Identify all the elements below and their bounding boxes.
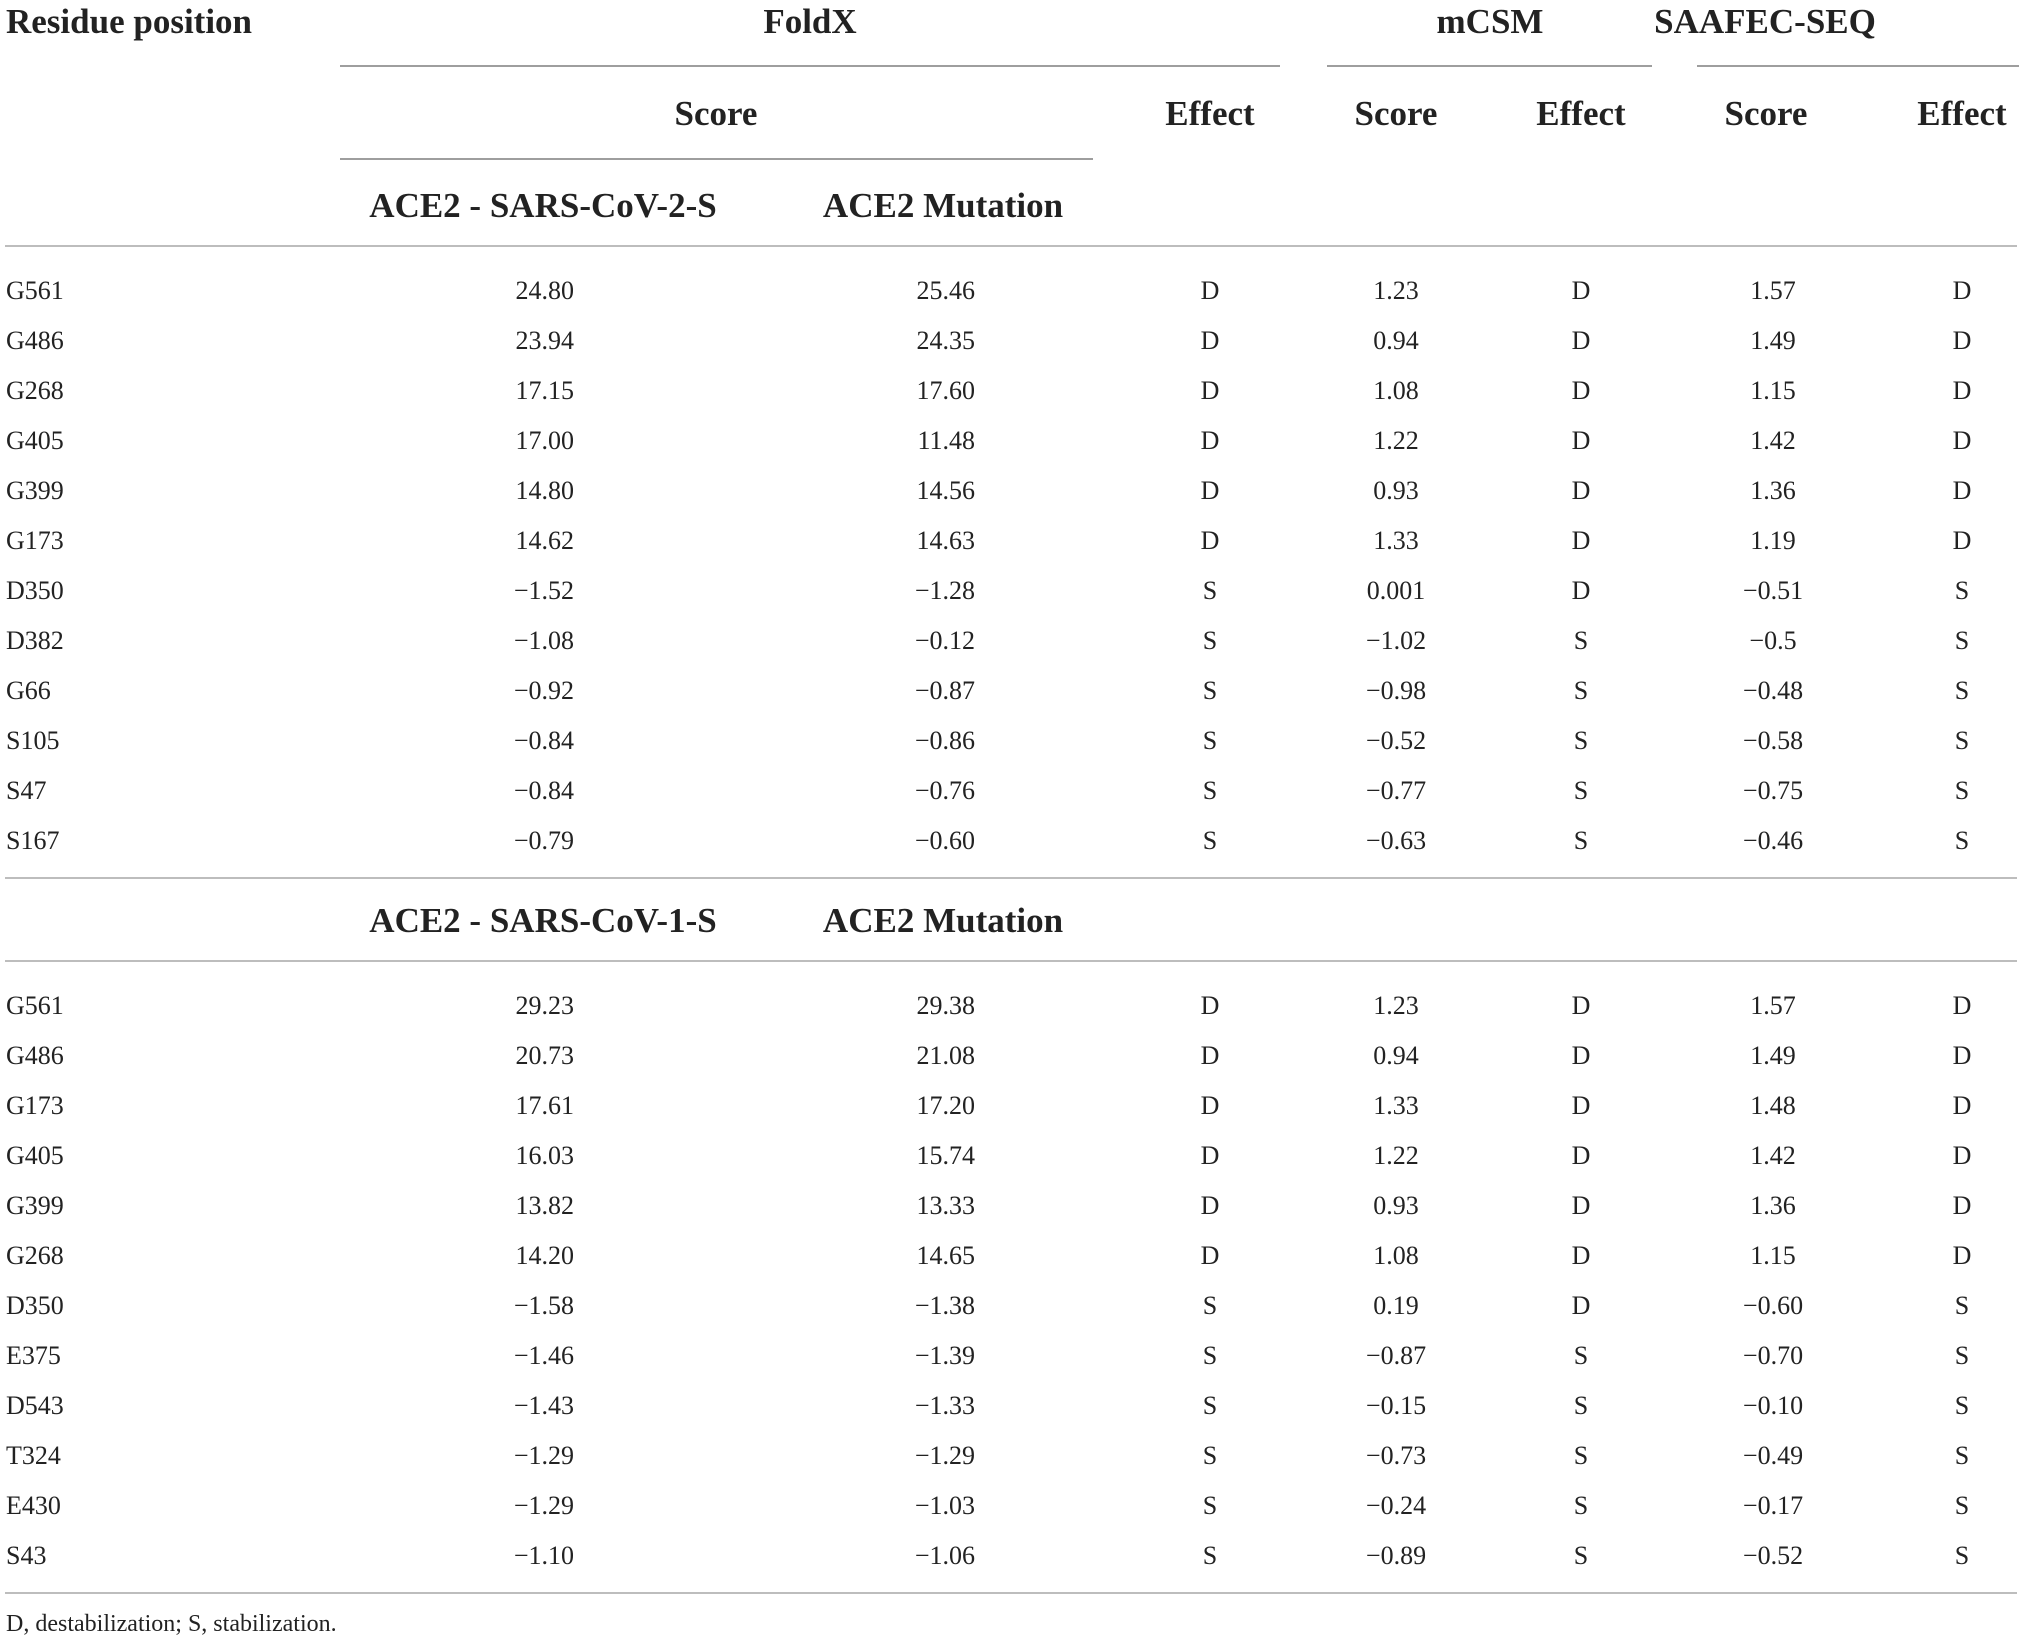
cell-foldx-score-a: 23.94 [515, 326, 574, 355]
header-foldx-score: Score [674, 94, 758, 133]
cell-saafec-effect: S [1954, 826, 1970, 855]
cell-residue: G173 [6, 526, 64, 555]
cell-mcsm-effect: D [1571, 426, 1591, 455]
cell-saafec-effect: D [1952, 1141, 1972, 1170]
cell-foldx-effect: D [1200, 426, 1220, 455]
cell-foldx-score-a: −1.46 [513, 1341, 574, 1370]
cell-saafec-score: 1.57 [1750, 276, 1796, 305]
cell-residue: G268 [6, 376, 64, 405]
cell-mcsm-score: −0.87 [1365, 1341, 1427, 1370]
cell-saafec-score: −0.51 [1742, 576, 1804, 605]
cell-foldx-score-b: −1.39 [914, 1341, 975, 1370]
cell-mcsm-effect: D [1571, 376, 1591, 405]
section-divider [5, 877, 2017, 879]
foldx-underline [340, 65, 1280, 67]
cell-foldx-effect: D [1200, 376, 1220, 405]
cell-saafec-effect: S [1954, 1541, 1970, 1570]
cell-foldx-effect: D [1200, 1241, 1220, 1270]
cell-mcsm-effect: D [1571, 991, 1591, 1020]
cell-mcsm-score: 1.33 [1373, 1091, 1419, 1120]
cell-foldx-score-b: −0.87 [914, 676, 975, 705]
cell-mcsm-score: −0.98 [1365, 676, 1427, 705]
cell-foldx-score-a: 14.80 [515, 476, 574, 505]
cell-foldx-score-b: −1.03 [914, 1491, 975, 1520]
cell-mcsm-effect: D [1571, 1191, 1591, 1220]
cell-saafec-score: 1.15 [1750, 1241, 1796, 1270]
cell-foldx-score-a: 17.61 [515, 1091, 574, 1120]
cell-foldx-effect: S [1202, 1541, 1218, 1570]
cell-foldx-effect: S [1202, 1491, 1218, 1520]
score-underline [340, 158, 1093, 160]
cell-mcsm-effect: D [1571, 476, 1591, 505]
cell-saafec-score: −0.52 [1742, 1541, 1804, 1570]
cell-foldx-effect: S [1202, 1341, 1218, 1370]
cell-mcsm-score: −0.15 [1365, 1391, 1427, 1420]
cell-residue: G268 [6, 1241, 64, 1270]
cell-foldx-score-a: 17.15 [515, 376, 574, 405]
cell-mcsm-score: 1.22 [1373, 426, 1419, 455]
cell-saafec-effect: D [1952, 1091, 1972, 1120]
cell-saafec-effect: S [1954, 676, 1970, 705]
cell-saafec-effect: S [1954, 726, 1970, 755]
header-mcsm-score: Score [1354, 94, 1438, 133]
cell-foldx-score-b: 17.60 [916, 376, 975, 405]
cell-mcsm-score: 0.93 [1373, 1191, 1419, 1220]
cell-foldx-score-b: −1.28 [914, 576, 975, 605]
cell-saafec-effect: D [1952, 376, 1972, 405]
header-mcsm: mCSM [1436, 2, 1544, 41]
cell-foldx-score-b: 25.46 [916, 276, 975, 305]
cell-saafec-effect: S [1954, 1341, 1970, 1370]
cell-foldx-score-a: −1.52 [513, 576, 574, 605]
cell-mcsm-score: −0.52 [1365, 726, 1427, 755]
cell-foldx-score-b: −0.60 [914, 826, 975, 855]
table-bottom-rule [5, 1592, 2017, 1594]
cell-saafec-score: −0.70 [1742, 1341, 1804, 1370]
cell-mcsm-effect: S [1573, 1491, 1589, 1520]
header-saafec-score: Score [1724, 94, 1808, 133]
cell-foldx-score-b: −1.29 [914, 1441, 975, 1470]
cell-foldx-score-a: 14.62 [515, 526, 574, 555]
cell-foldx-score-b: 24.35 [916, 326, 975, 355]
cell-residue: D350 [6, 576, 64, 605]
cell-foldx-score-a: −1.29 [513, 1441, 574, 1470]
cell-saafec-score: 1.36 [1750, 1191, 1796, 1220]
cell-foldx-score-b: 14.63 [916, 526, 975, 555]
cell-saafec-effect: S [1954, 576, 1970, 605]
cell-saafec-score: −0.46 [1742, 826, 1804, 855]
cell-foldx-score-a: 13.82 [515, 1191, 574, 1220]
cell-foldx-score-a: −1.58 [513, 1291, 574, 1320]
section1-col-b: ACE2 Mutation [822, 186, 1064, 225]
cell-saafec-effect: D [1952, 476, 1972, 505]
cell-residue: E430 [6, 1491, 61, 1520]
cell-foldx-score-a: 29.23 [515, 991, 574, 1020]
cell-residue: S43 [6, 1541, 47, 1570]
cell-foldx-effect: S [1202, 576, 1218, 605]
cell-saafec-effect: S [1954, 1391, 1970, 1420]
cell-residue: G405 [6, 1141, 64, 1170]
header-foldx: FoldX [763, 2, 857, 41]
cell-mcsm-score: 0.001 [1366, 576, 1426, 605]
cell-mcsm-effect: D [1571, 1241, 1591, 1270]
section2-rule [5, 960, 2017, 962]
cell-mcsm-effect: S [1573, 626, 1589, 655]
cell-foldx-effect: D [1200, 526, 1220, 555]
cell-foldx-effect: S [1202, 626, 1218, 655]
cell-mcsm-effect: D [1571, 1291, 1591, 1320]
cell-residue: G66 [6, 676, 51, 705]
cell-foldx-score-b: 11.48 [917, 426, 975, 455]
cell-residue: G486 [6, 1041, 64, 1070]
cell-saafec-score: 1.42 [1750, 426, 1796, 455]
cell-mcsm-effect: D [1571, 526, 1591, 555]
header-foldx-effect: Effect [1165, 94, 1255, 133]
cell-mcsm-effect: S [1573, 676, 1589, 705]
cell-foldx-score-a: 17.00 [515, 426, 574, 455]
cell-residue: G561 [6, 276, 64, 305]
cell-foldx-score-b: 15.74 [916, 1141, 975, 1170]
cell-saafec-effect: S [1954, 1291, 1970, 1320]
cell-residue: S47 [6, 776, 47, 805]
cell-mcsm-score: −0.24 [1365, 1491, 1427, 1520]
cell-saafec-score: 1.42 [1750, 1141, 1796, 1170]
cell-mcsm-score: −0.73 [1365, 1441, 1427, 1470]
section1-col-a: ACE2 - SARS-CoV-2-S [369, 186, 717, 225]
cell-residue: S167 [6, 826, 60, 855]
cell-foldx-score-b: 13.33 [916, 1191, 975, 1220]
cell-foldx-effect: S [1202, 1441, 1218, 1470]
cell-residue: G173 [6, 1091, 64, 1120]
cell-saafec-score: −0.17 [1742, 1491, 1804, 1520]
cell-foldx-score-b: −1.06 [914, 1541, 975, 1570]
cell-saafec-score: −0.5 [1749, 626, 1797, 655]
cell-mcsm-score: −0.63 [1365, 826, 1427, 855]
cell-mcsm-effect: S [1573, 1391, 1589, 1420]
cell-saafec-effect: S [1954, 1491, 1970, 1520]
cell-foldx-effect: S [1202, 726, 1218, 755]
cell-residue: S105 [6, 726, 60, 755]
cell-mcsm-effect: D [1571, 326, 1591, 355]
cell-saafec-score: −0.48 [1742, 676, 1804, 705]
cell-foldx-effect: D [1200, 276, 1220, 305]
cell-foldx-score-a: 24.80 [515, 276, 574, 305]
cell-saafec-score: 1.19 [1750, 526, 1796, 555]
cell-foldx-score-a: −0.84 [513, 776, 574, 805]
cell-foldx-score-a: −0.79 [513, 826, 574, 855]
cell-foldx-score-a: −1.43 [513, 1391, 574, 1420]
cell-saafec-score: 1.48 [1750, 1091, 1796, 1120]
cell-residue: G399 [6, 476, 64, 505]
cell-residue: E375 [6, 1341, 61, 1370]
cell-saafec-effect: D [1952, 326, 1972, 355]
header-residue-position: Residue position [6, 2, 253, 41]
cell-residue: D543 [6, 1391, 64, 1420]
header-saafec-seq: SAAFEC-SEQ [1654, 2, 1876, 41]
cell-mcsm-score: 0.94 [1373, 1041, 1419, 1070]
cell-mcsm-effect: S [1573, 826, 1589, 855]
cell-mcsm-effect: D [1571, 1141, 1591, 1170]
cell-mcsm-score: −0.89 [1365, 1541, 1427, 1570]
cell-mcsm-score: 1.22 [1373, 1141, 1419, 1170]
cell-foldx-effect: S [1202, 826, 1218, 855]
cell-foldx-score-b: −0.86 [914, 726, 975, 755]
cell-saafec-effect: S [1954, 626, 1970, 655]
cell-residue: D350 [6, 1291, 64, 1320]
cell-foldx-effect: D [1200, 1191, 1220, 1220]
cell-mcsm-effect: S [1573, 726, 1589, 755]
cell-foldx-score-b: 21.08 [916, 1041, 975, 1070]
cell-mcsm-score: 1.23 [1373, 991, 1419, 1020]
cell-foldx-score-a: −1.10 [513, 1541, 574, 1570]
cell-saafec-score: −0.58 [1742, 726, 1804, 755]
cell-foldx-effect: S [1202, 1291, 1218, 1320]
cell-residue: T324 [6, 1441, 61, 1470]
cell-saafec-effect: D [1952, 991, 1972, 1020]
cell-saafec-score: 1.49 [1750, 1041, 1796, 1070]
cell-saafec-effect: D [1952, 526, 1972, 555]
cell-mcsm-effect: D [1571, 576, 1591, 605]
cell-foldx-effect: D [1200, 326, 1220, 355]
cell-mcsm-effect: S [1573, 776, 1589, 805]
section1-rule [5, 245, 2017, 247]
cell-mcsm-score: 0.19 [1373, 1291, 1419, 1320]
cell-foldx-score-a: −0.84 [513, 726, 574, 755]
cell-mcsm-effect: D [1571, 1091, 1591, 1120]
cell-foldx-score-a: −1.08 [513, 626, 574, 655]
cell-mcsm-effect: S [1573, 1441, 1589, 1470]
cell-foldx-score-a: 16.03 [515, 1141, 574, 1170]
cell-mcsm-effect: S [1573, 1541, 1589, 1570]
cell-saafec-score: −0.75 [1742, 776, 1804, 805]
cell-saafec-effect: D [1952, 426, 1972, 455]
cell-foldx-score-b: 14.56 [916, 476, 975, 505]
cell-saafec-effect: S [1954, 1441, 1970, 1470]
cell-foldx-effect: D [1200, 1041, 1220, 1070]
cell-mcsm-score: 0.94 [1373, 326, 1419, 355]
cell-foldx-score-b: 29.38 [916, 991, 975, 1020]
cell-foldx-effect: D [1200, 991, 1220, 1020]
cell-foldx-effect: D [1200, 1091, 1220, 1120]
cell-foldx-effect: S [1202, 1391, 1218, 1420]
cell-foldx-effect: D [1200, 1141, 1220, 1170]
mcsm-underline [1327, 65, 1652, 67]
cell-foldx-score-a: −0.92 [513, 676, 574, 705]
section2-col-b: ACE2 Mutation [822, 901, 1064, 940]
cell-foldx-score-b: −1.33 [914, 1391, 975, 1420]
cell-residue: G405 [6, 426, 64, 455]
cell-mcsm-effect: S [1573, 1341, 1589, 1370]
header-mcsm-effect: Effect [1536, 94, 1626, 133]
cell-foldx-score-a: −1.29 [513, 1491, 574, 1520]
cell-saafec-score: −0.10 [1742, 1391, 1804, 1420]
cell-residue: G561 [6, 991, 64, 1020]
footnote: D, destabilization; S, stabilization. [6, 1611, 337, 1637]
cell-foldx-effect: S [1202, 776, 1218, 805]
header-saafec-effect: Effect [1917, 94, 2007, 133]
cell-saafec-effect: D [1952, 276, 1972, 305]
cell-mcsm-score: −1.02 [1365, 626, 1427, 655]
cell-foldx-score-b: −1.38 [914, 1291, 975, 1320]
cell-mcsm-effect: D [1571, 276, 1591, 305]
cell-saafec-score: −0.60 [1742, 1291, 1804, 1320]
cell-saafec-effect: S [1954, 776, 1970, 805]
saafec-underline [1697, 65, 2019, 67]
cell-saafec-score: 1.36 [1750, 476, 1796, 505]
cell-foldx-score-a: 20.73 [515, 1041, 574, 1070]
cell-saafec-score: −0.49 [1742, 1441, 1804, 1470]
cell-saafec-score: 1.49 [1750, 326, 1796, 355]
cell-mcsm-score: 1.08 [1373, 1241, 1419, 1270]
cell-saafec-effect: D [1952, 1191, 1972, 1220]
cell-mcsm-score: 1.08 [1373, 376, 1419, 405]
cell-residue: D382 [6, 626, 64, 655]
cell-saafec-score: 1.57 [1750, 991, 1796, 1020]
cell-residue: G486 [6, 326, 64, 355]
cell-foldx-effect: D [1200, 476, 1220, 505]
cell-foldx-score-b: −0.76 [914, 776, 975, 805]
cell-foldx-score-b: 17.20 [916, 1091, 975, 1120]
cell-mcsm-score: 1.23 [1373, 276, 1419, 305]
cell-saafec-effect: D [1952, 1041, 1972, 1070]
section2-col-a: ACE2 - SARS-CoV-1-S [369, 901, 717, 940]
cell-mcsm-score: 0.93 [1373, 476, 1419, 505]
cell-mcsm-score: 1.33 [1373, 526, 1419, 555]
cell-mcsm-effect: D [1571, 1041, 1591, 1070]
cell-foldx-score-b: 14.65 [916, 1241, 975, 1270]
cell-saafec-effect: D [1952, 1241, 1972, 1270]
cell-foldx-score-a: 14.20 [515, 1241, 574, 1270]
cell-residue: G399 [6, 1191, 64, 1220]
cell-foldx-effect: S [1202, 676, 1218, 705]
cell-saafec-score: 1.15 [1750, 376, 1796, 405]
cell-foldx-score-b: −0.12 [914, 626, 975, 655]
cell-mcsm-score: −0.77 [1365, 776, 1427, 805]
